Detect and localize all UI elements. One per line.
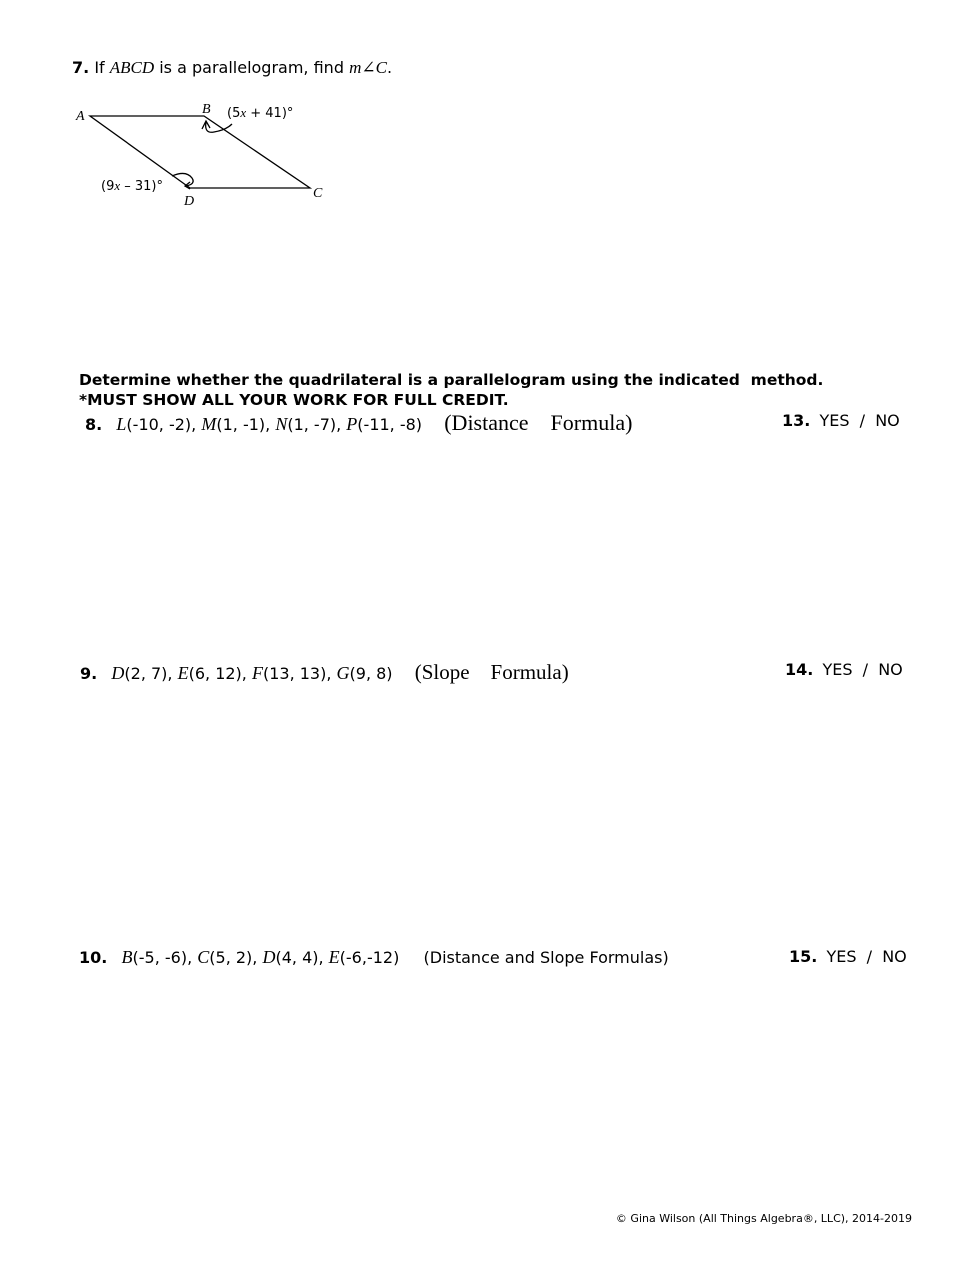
- point-name: C: [197, 947, 210, 967]
- question-7-target: m∠C: [349, 58, 387, 77]
- angle-arc-d: [172, 173, 193, 186]
- instructions-line-2: *MUST SHOW ALL YOUR WORK FOR FULL CREDIT.: [79, 391, 509, 409]
- angle-d-var: x: [114, 178, 121, 193]
- question-7-suffix: .: [386, 58, 393, 77]
- point-coords: (2, 7): [124, 664, 168, 683]
- question-8-point-2: [201, 415, 265, 434]
- vertex-label-d: D: [184, 194, 195, 209]
- answer-15: [789, 947, 907, 966]
- angle-label-d: [101, 178, 163, 194]
- point-coords: (-11, -8): [357, 415, 423, 434]
- point-coords: (5, 2): [209, 948, 253, 967]
- question-7-number: 7.: [72, 58, 90, 77]
- question-7-prefix: If: [94, 58, 110, 77]
- answer-15-number: 15.: [789, 947, 818, 966]
- copyright-footer: © Gina Wilson (All Things Algebra®, LLC), 2014-2019: [615, 1212, 912, 1225]
- angle-d-open: (9: [101, 179, 115, 194]
- vertex-label-b: B: [202, 102, 211, 117]
- point-name: D: [111, 663, 125, 683]
- question-8-method: (Distance Formula): [444, 410, 633, 435]
- answer-13-number: 13.: [782, 411, 811, 430]
- point-coords: (13, 13): [262, 664, 327, 683]
- question-9-point-2: [178, 664, 242, 683]
- question-8-point-3: [275, 415, 336, 434]
- angle-d-close: – 31)°: [120, 179, 164, 194]
- point-coords: (1, -7): [287, 415, 337, 434]
- point-name: E: [328, 947, 340, 967]
- question-9-number: 9.: [80, 664, 98, 683]
- question-8-point-1: [116, 415, 191, 434]
- answer-13-choices[interactable]: YES / NO: [819, 411, 900, 430]
- point-name: F: [251, 663, 263, 683]
- answer-14: [785, 660, 903, 679]
- question-7-mid: is a parallelogram, find: [154, 58, 350, 77]
- point-coords: (-6,-12): [339, 948, 400, 967]
- point-name: N: [275, 414, 288, 434]
- point-name: P: [346, 414, 358, 434]
- question-9: 9. D(2, 7), E(6, 12), F(13, 13), G(9, 8) (Slope Formula): [80, 660, 569, 684]
- angle-b-close: + 41)°: [246, 106, 294, 121]
- question-8: 8. L(-10, -2), M(1, -1), N(1, -7), P(-11, -8) (Distance Formula): [85, 410, 633, 435]
- point-name: D: [262, 947, 276, 967]
- point-coords: (-5, -6): [132, 948, 188, 967]
- answer-14-choices[interactable]: YES / NO: [822, 660, 903, 679]
- question-7-figure-name: ABCD: [109, 58, 155, 77]
- point-coords: (1, -1): [216, 415, 266, 434]
- answer-13: [782, 411, 900, 430]
- question-10-point-3: [262, 948, 318, 967]
- angle-b-open: (5: [227, 106, 241, 121]
- question-10-point-1: [122, 948, 188, 967]
- instructions-line-1: Determine whether the quadrilateral is a parallelogram using the indicated method.: [79, 371, 824, 389]
- point-name: M: [201, 414, 217, 434]
- question-9-point-3: [252, 664, 326, 683]
- point-coords: (4, 4): [275, 948, 319, 967]
- point-name: G: [336, 663, 350, 683]
- parallelogram-shape: [90, 116, 310, 188]
- question-9-method: (Slope Formula): [414, 660, 569, 684]
- vertex-label-c: C: [313, 186, 323, 201]
- point-name: E: [177, 663, 189, 683]
- question-10: 10. B(-5, -6), C(5, 2), D(4, 4), E(-6,-12) (Distance and Slope Formulas): [79, 947, 669, 967]
- point-coords: (9, 8): [349, 664, 393, 683]
- point-name: B: [121, 947, 133, 967]
- question-10-number: 10.: [79, 948, 108, 967]
- vertex-label-a: A: [76, 109, 85, 124]
- question-9-point-4: [337, 664, 393, 683]
- angle-label-b: [227, 105, 293, 121]
- parallelogram-diagram: [0, 0, 400, 230]
- question-10-point-2: [197, 948, 252, 967]
- question-10-method: (Distance and Slope Formulas): [423, 948, 669, 967]
- answer-15-choices[interactable]: YES / NO: [826, 947, 907, 966]
- question-8-number: 8.: [85, 415, 103, 434]
- question-8-point-4: [346, 415, 422, 434]
- answer-14-number: 14.: [785, 660, 814, 679]
- instructions: [79, 370, 823, 410]
- question-10-point-4: [329, 948, 400, 967]
- angle-b-var: x: [240, 105, 247, 120]
- point-name: L: [116, 414, 127, 434]
- question-9-point-1: [111, 664, 167, 683]
- point-coords: (6, 12): [188, 664, 242, 683]
- point-coords: (-10, -2): [126, 415, 192, 434]
